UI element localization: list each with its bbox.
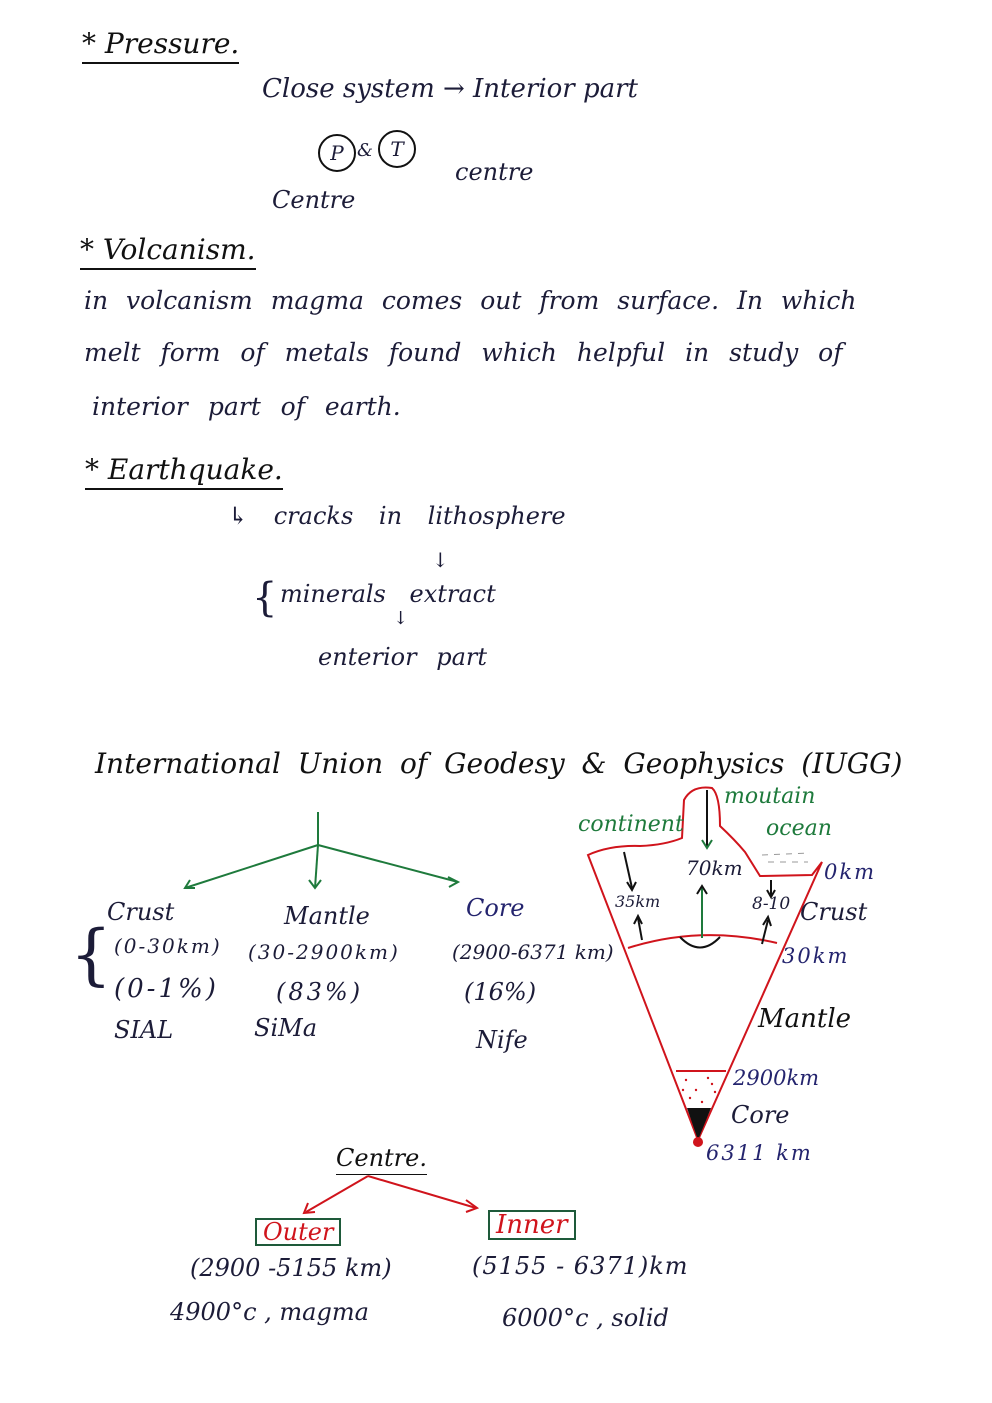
iugg-tree: [185, 812, 458, 888]
outer-core-range: (2900 -5155 km): [190, 1254, 392, 1282]
mantle-percent: (83%): [276, 978, 364, 1006]
earthquake-cracks: ↳ cracks in lithosphere: [228, 502, 566, 530]
diagram-continent-label: continent: [578, 812, 684, 837]
earthquake-interior: enterior part: [318, 643, 487, 671]
pressure-centre-right: centre: [455, 158, 534, 186]
earthquake-brace: {: [252, 575, 278, 621]
crust-percent: (0-1%): [114, 974, 219, 1004]
crust-range: (0-30km): [114, 934, 222, 958]
pressure-t-circle: T: [378, 130, 416, 168]
diagram-0km-label: 0km: [824, 860, 876, 884]
inner-core-info: 6000°c , solid: [502, 1304, 669, 1332]
crust-composition: SIAL: [114, 1016, 174, 1044]
diagram-6311km-label: 6311 km: [706, 1141, 813, 1165]
pressure-and: &: [357, 140, 374, 161]
inner-core-range: (5155 - 6371)km: [472, 1252, 689, 1280]
diagram-core-label: Core: [731, 1101, 790, 1129]
core-range: (2900-6371 km): [452, 940, 614, 964]
crust-name: Crust: [107, 898, 175, 926]
outer-core-label: Outer: [255, 1218, 341, 1246]
mantle-composition: SiMa: [254, 1014, 317, 1042]
diagram-70km-label: 70km: [686, 856, 743, 880]
diagram-30km-label: 30km: [782, 944, 850, 968]
diagram-mountain-label: moutain: [724, 784, 816, 809]
volcanism-line-2: melt form of metals found which helpful in study of: [84, 338, 843, 367]
volcanism-heading: * Volcanism.: [80, 236, 256, 270]
centre-arrows: [304, 1176, 477, 1213]
diagram-35km-label: 35km: [615, 892, 661, 911]
earthquake-arrow-1: ↓: [432, 548, 449, 572]
inner-core-label: Inner: [488, 1210, 576, 1240]
pressure-centre-below: Centre: [272, 186, 356, 214]
core-percent: (16%): [464, 978, 537, 1006]
diagram-mantle-label: Mantle: [758, 1004, 852, 1034]
outer-core-info: 4900°c , magma: [170, 1298, 369, 1326]
centre-heading: Centre.: [336, 1146, 427, 1175]
earthquake-arrow-2: ↓: [393, 608, 409, 629]
diagram-2900km-label: 2900km: [733, 1066, 820, 1090]
earthquake-minerals: minerals extract: [280, 580, 496, 608]
pressure-heading: * Pressure.: [82, 30, 239, 64]
earthquake-heading: * Earthquake.: [85, 456, 283, 490]
diagram-crust-label: Crust: [800, 898, 868, 926]
volcanism-line-1: in volcanism magma comes out from surface. In which: [84, 286, 857, 315]
diagram-8-10-label: 8-10: [752, 894, 791, 914]
diagram-ocean-label: ocean: [766, 816, 832, 841]
core-name: Core: [466, 894, 525, 922]
mantle-range: (30-2900km): [248, 940, 400, 964]
crust-brace: {: [70, 916, 112, 993]
mantle-name: Mantle: [284, 902, 370, 930]
volcanism-line-3: interior part of earth.: [92, 392, 401, 421]
iugg-title: International Union of Geodesy & Geophysics (IUGG): [95, 747, 903, 780]
pressure-p-circle: P: [318, 134, 356, 172]
pressure-close-system: Close system → Interior part: [262, 74, 638, 104]
core-composition: Nife: [476, 1026, 528, 1054]
